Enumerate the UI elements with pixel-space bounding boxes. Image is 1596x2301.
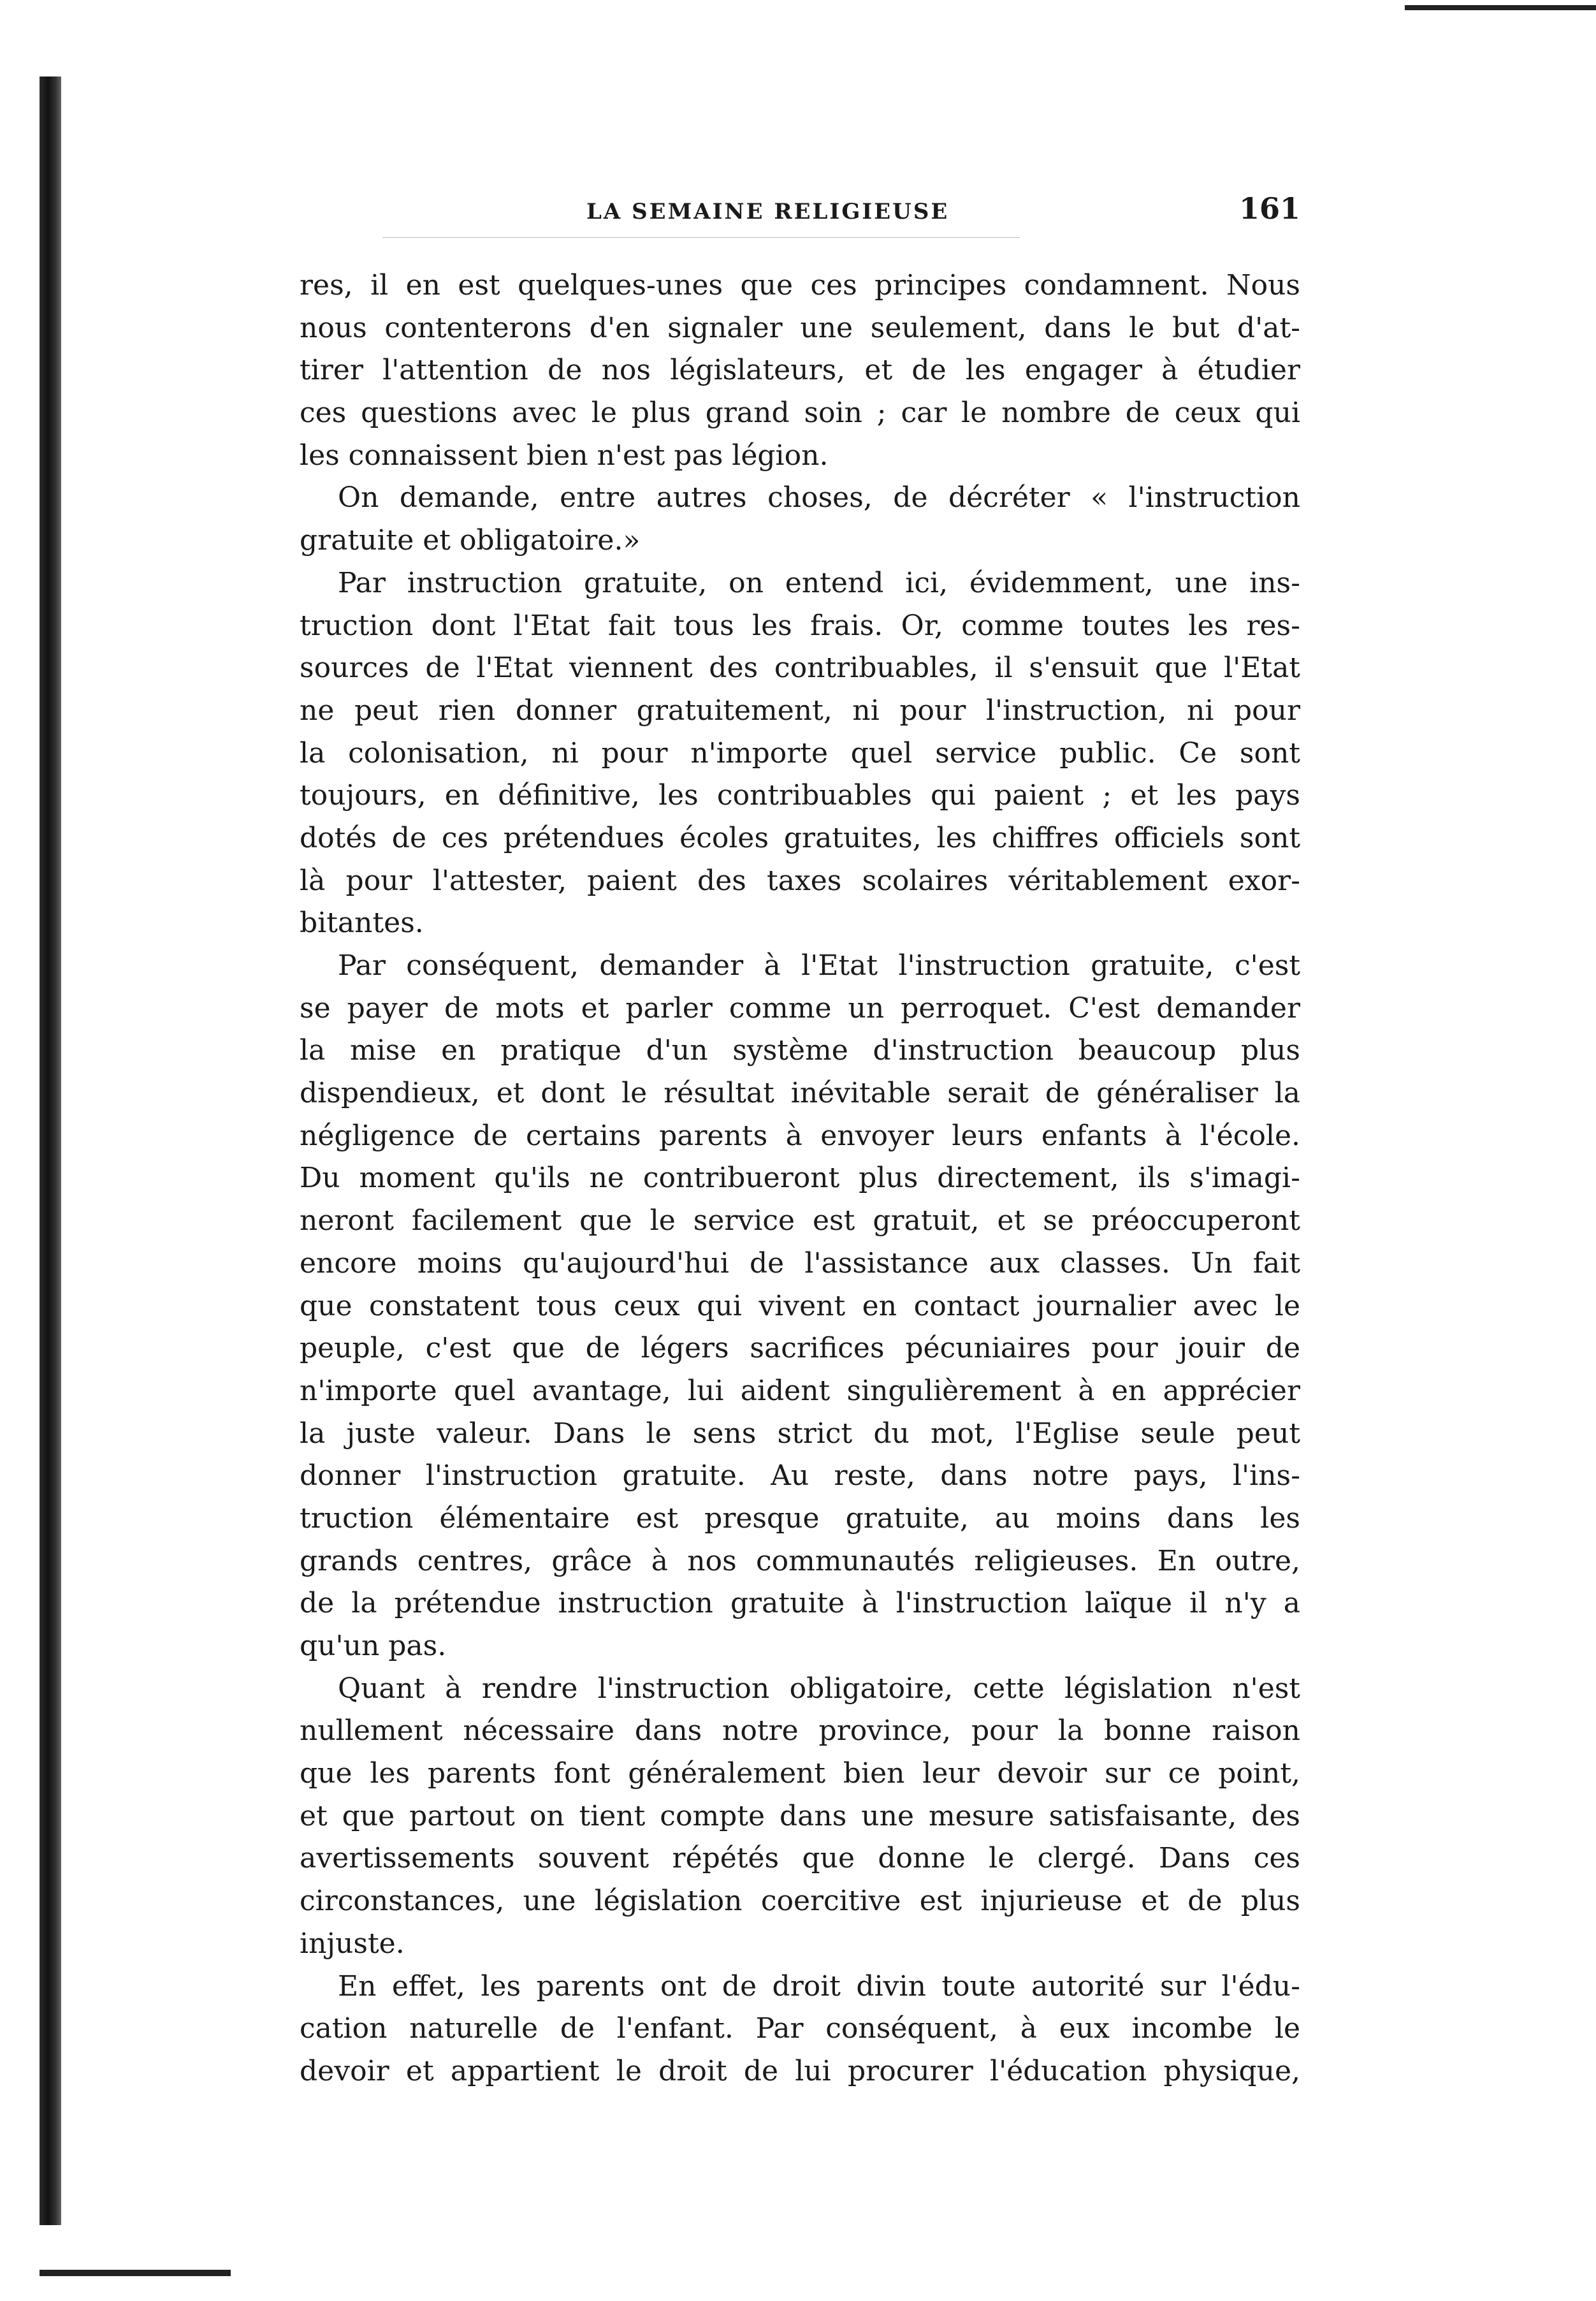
text-line: grands centres, grâce à nos communautés religieuses. En outre, (300, 1544, 1300, 1577)
text-line: nullement nécessaire dans notre province, pour la bonne raison (300, 1714, 1300, 1748)
text-line: truction dont l'Etat fait tous les frais. Or, comme toutes les res- (300, 609, 1300, 642)
text-line: donner l'instruction gratuite. Au reste, dans notre pays, l'ins- (300, 1459, 1300, 1493)
text-line: On demande, entre autres choses, de décréter « l'instruction (338, 481, 1300, 515)
text-line: négligence de certains parents à envoyer leurs enfants à l'école. (300, 1119, 1300, 1152)
text-line: toujours, en définitive, les contribuables qui paient ; et les pays (300, 779, 1300, 812)
text-line: res, il en est quelques-unes que ces principes condamnent. Nous (300, 269, 1300, 302)
text-line: En effet, les parents ont de droit divin toute autorité sur l'édu- (338, 1969, 1300, 2003)
text-line: circonstances, une législation coercitive est injurieuse et de plus (300, 1885, 1300, 1918)
text-line: truction élémentaire est presque gratuite, au moins dans les (300, 1501, 1300, 1535)
text-line: de la prétendue instruction gratuite à l'instruction laïque il n'y a (300, 1587, 1300, 1620)
text-line: Du moment qu'ils ne contribueront plus directement, ils s'imagi- (300, 1162, 1300, 1195)
text-line: que les parents font généralement bien leur devoir sur ce point, (300, 1757, 1300, 1790)
page-number: 161 (1238, 191, 1300, 226)
text-line: bitantes. (300, 907, 424, 940)
header-rule (382, 237, 1020, 238)
text-line: ne peut rien donner gratuitement, ni pour l'instruction, ni pour (300, 694, 1300, 727)
text-line: peuple, c'est que de légers sacrifices pécuniaires pour jouir de (300, 1332, 1300, 1365)
running-head (300, 191, 1300, 230)
top-edge-rule (1405, 5, 1596, 10)
text-line: là pour l'attester, paient des taxes scolaires véritablement exor- (300, 864, 1300, 897)
text-line: encore moins qu'aujourd'hui de l'assistance aux classes. Un fait (300, 1246, 1300, 1280)
text-line: la colonisation, ni pour n'importe quel service public. Ce sont (300, 736, 1300, 770)
text-line: dotés de ces prétendues écoles gratuites, les chiffres officiels sont (300, 821, 1300, 854)
text-line: avertissements souvent répétés que donne le clergé. Dans ces (300, 1842, 1300, 1875)
journal-title: LA SEMAINE RELIGIEUSE (586, 199, 950, 224)
text-line: que constatent tous ceux qui vivent en contact journalier avec le (300, 1289, 1300, 1322)
text-line: neront facilement que le service est gratuit, et se préoccuperont (300, 1204, 1300, 1238)
text-line: les connaissent bien n'est pas légion. (300, 439, 829, 472)
text-line: et que partout on tient compte dans une mesure satisfaisante, des (300, 1799, 1300, 1832)
text-line: nous contenterons d'en signaler une seulement, dans le but d'at- (300, 311, 1300, 344)
text-line: cation naturelle de l'enfant. Par conséquent, à eux incombe le (300, 2012, 1300, 2045)
text-line: ces questions avec le plus grand soin ; car le nombre de ceux qui (300, 397, 1300, 430)
text-line: dispendieux, et dont le résultat inévitable serait de généraliser la (300, 1077, 1300, 1110)
text-line: la mise en pratique d'un système d'instruction beaucoup plus (300, 1034, 1300, 1067)
binding-edge (40, 77, 61, 2225)
binding-foot (40, 2270, 231, 2276)
text-line: sources de l'Etat viennent des contribuables, il s'ensuit que l'Etat (300, 652, 1300, 685)
text-line: Par conséquent, demander à l'Etat l'instruction gratuite, c'est (338, 949, 1300, 982)
text-line: n'importe quel avantage, lui aident singulièrement à en apprécier (300, 1374, 1300, 1407)
text-line: injuste. (300, 1927, 405, 1960)
text-line: Par instruction gratuite, on entend ici, évidemment, une ins- (338, 566, 1300, 599)
body-text (300, 265, 1300, 2093)
text-line: la juste valeur. Dans le sens strict du mot, l'Eglise seule peut (300, 1417, 1300, 1450)
text-line: tirer l'attention de nos législateurs, et de les engager à étudier (300, 354, 1300, 387)
text-line: Quant à rendre l'instruction obligatoire, cette législation n'est (338, 1672, 1300, 1705)
text-line: gratuite et obligatoire.» (300, 524, 641, 557)
text-line: devoir et appartient le droit de lui procurer l'éducation physique, (300, 2054, 1300, 2087)
text-line: qu'un pas. (300, 1630, 447, 1662)
text-line: se payer de mots et parler comme un perroquet. C'est demander (300, 991, 1300, 1025)
